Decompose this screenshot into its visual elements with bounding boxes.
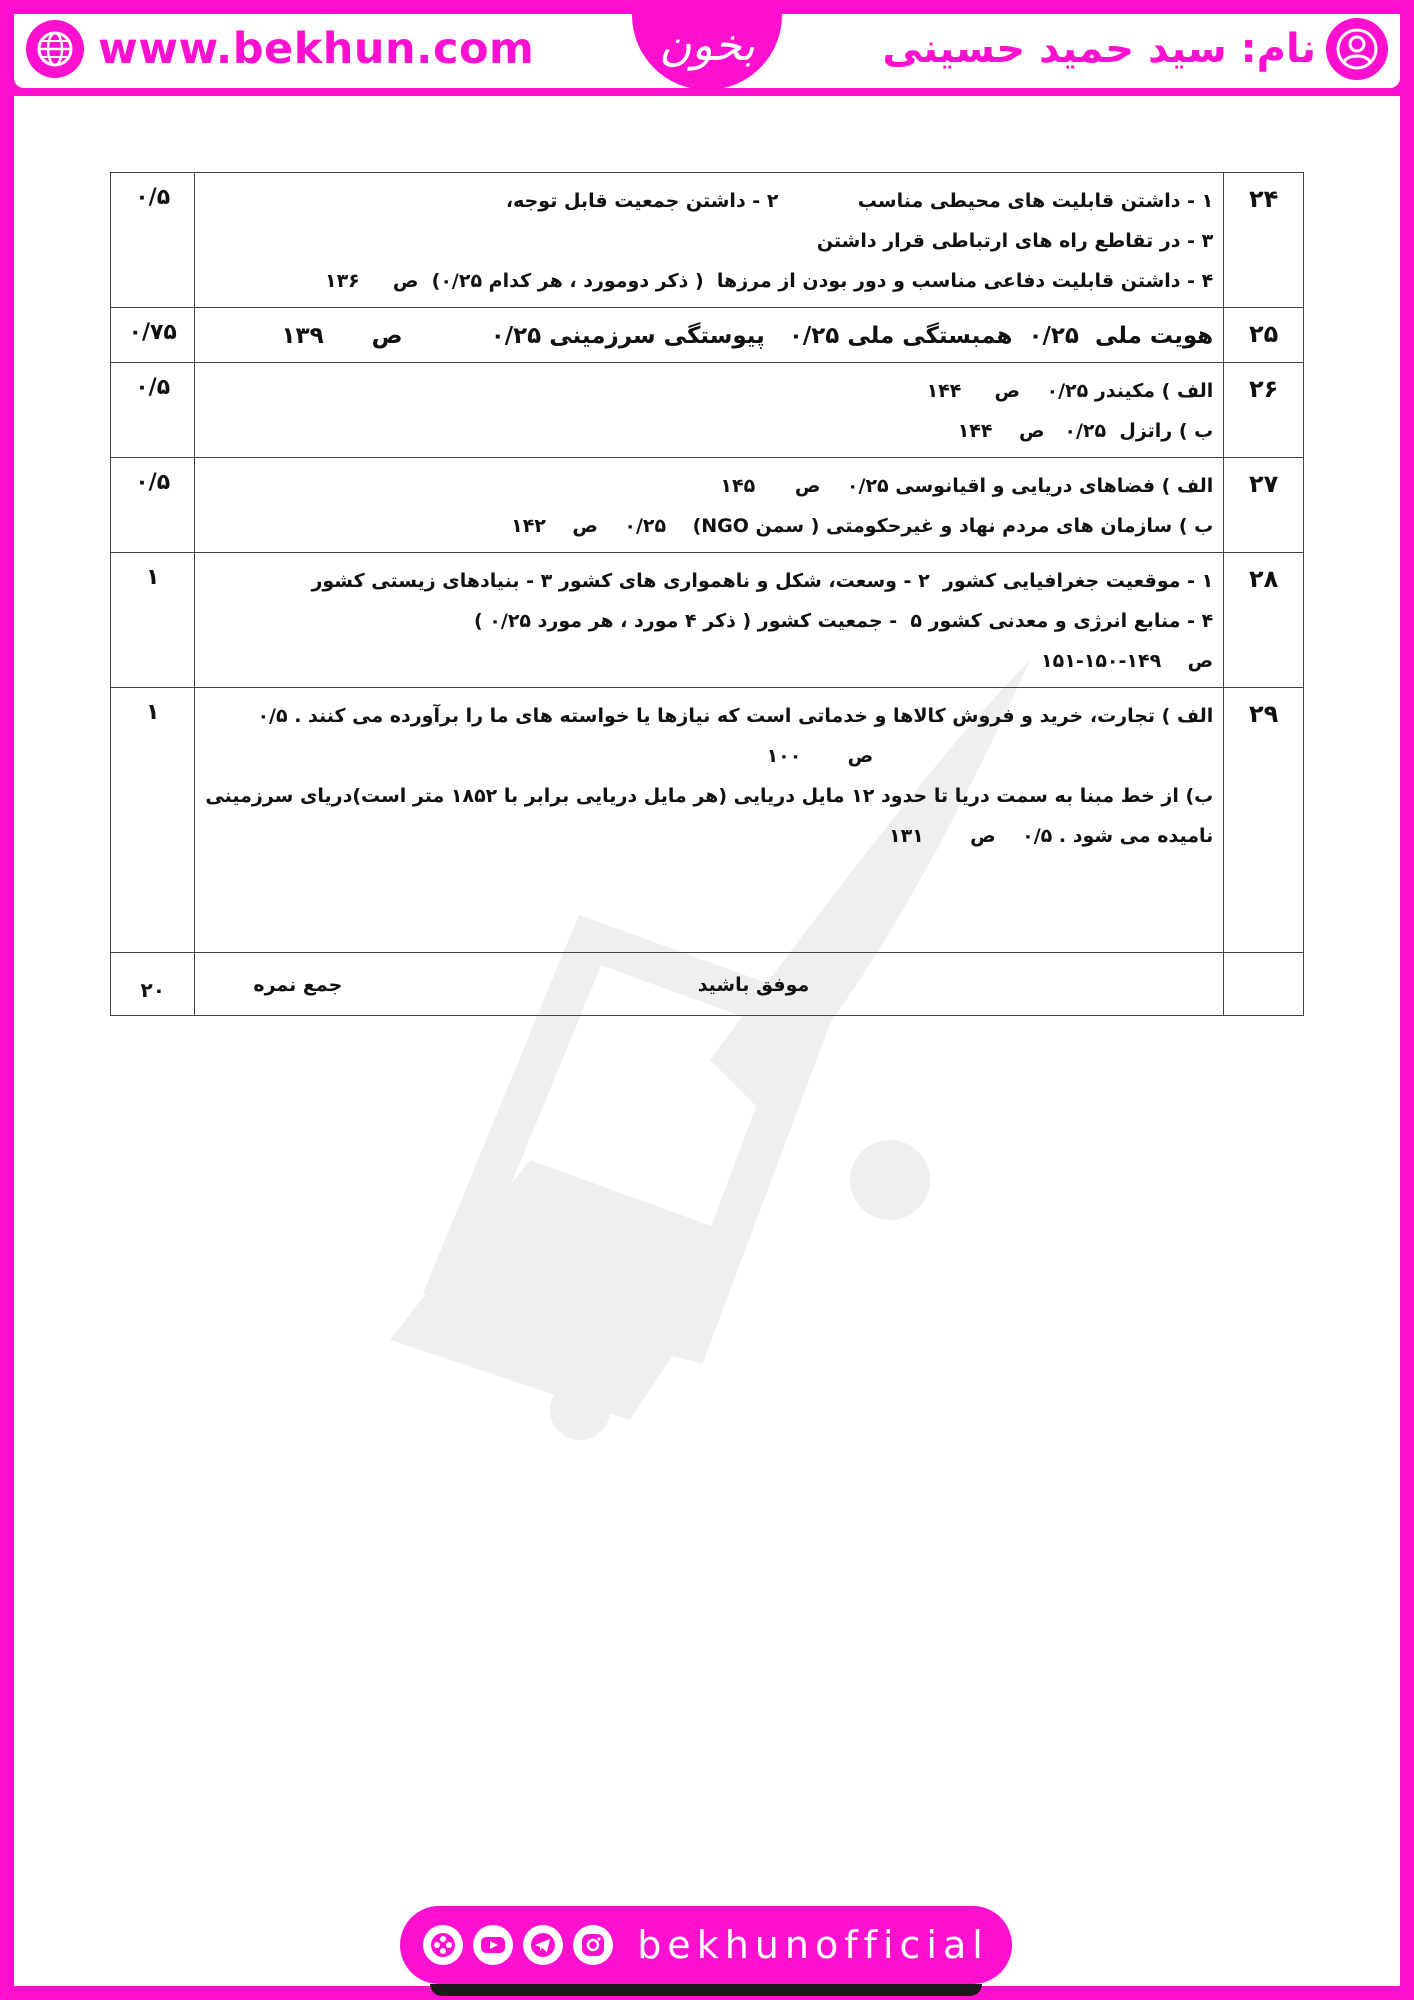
answer-line: الف ) تجارت، خرید و فروش کالاها و خدماتی است که نیازها یا خواسته های ما را برآورده می کنند . ۰/۵ xyxy=(257,705,1214,727)
answer-line: ۴ - داشتن قابلیت دفاعی مناسب و دور بودن از مرزها ( ذکر دومورد ، هر کدام ۰/۲۵) ص ۱۳۶ xyxy=(324,270,1214,292)
table-row xyxy=(111,553,1304,688)
answer-line: ۴ - منابع انرژی و معدنی کشور ۵ - جمعیت کشور ( ذکر ۴ مورد ، هر مورد ۰/۲۵ ) xyxy=(473,610,1214,632)
answer-line: ص ۱۰۰ xyxy=(766,745,874,767)
website-url[interactable]: www.bekhun.com xyxy=(98,24,535,74)
answer-line: ب) از خط مبنا به سمت دریا تا حدود ۱۲ مایل دریایی (هر مایل دریایی برابر با ۱۸۵۲ متر است)دریای سرزمینی xyxy=(205,785,1214,807)
empty-cell xyxy=(1224,953,1304,1016)
answer-line: ص ۱۴۹-۱۵۰-۱۵۱ xyxy=(1041,650,1214,672)
user-icon xyxy=(1326,18,1388,80)
summary-cell xyxy=(195,953,1224,1016)
question-number: ۲۶ xyxy=(1224,363,1304,458)
answer-line: ۱ - موقعیت جغرافیایی کشور ۲ - وسعت، شکل و ناهمواری های کشور ۳ - بنیادهای زیستی کشور xyxy=(311,570,1214,592)
instagram-icon[interactable] xyxy=(573,1925,613,1965)
answer-cell xyxy=(195,173,1224,308)
answer-cell xyxy=(195,363,1224,458)
website-block[interactable] xyxy=(26,20,534,78)
blank-space xyxy=(205,856,1213,946)
telegram-icon[interactable] xyxy=(523,1925,563,1965)
score-cell: ۰/۵ xyxy=(111,458,195,553)
summary-row xyxy=(111,953,1304,1016)
student-name-block xyxy=(882,18,1388,80)
answer-key-table xyxy=(110,172,1304,1016)
total-score: ۲۰ xyxy=(111,953,195,1016)
youtube-icon[interactable] xyxy=(473,1925,513,1965)
closing-message: موفق باشید xyxy=(697,974,810,996)
answer-cell xyxy=(195,458,1224,553)
answer-line: نامیده می شود . ۰/۵ ص ۱۳۱ xyxy=(888,825,1214,847)
footer-shadow xyxy=(430,1984,982,1996)
question-number: ۲۵ xyxy=(1224,308,1304,363)
answer-line: الف ) فضاهای دریایی و اقیانوسی ۰/۲۵ ص ۱۴۵ xyxy=(720,475,1214,497)
answer-cell xyxy=(195,688,1224,953)
answer-line: ۳ - در تقاطع راه های ارتباطی قرار داشتن xyxy=(816,230,1214,252)
answer-line: الف ) مکیندر ۰/۲۵ ص ۱۴۴ xyxy=(926,380,1214,402)
score-cell: ۱ xyxy=(111,688,195,953)
social-footer xyxy=(400,1906,1012,1984)
total-label: جمع نمره xyxy=(253,974,343,996)
question-number: ۲۸ xyxy=(1224,553,1304,688)
answer-cell xyxy=(195,553,1224,688)
globe-icon xyxy=(26,20,84,78)
score-cell: ۱ xyxy=(111,553,195,688)
film-reel-icon[interactable] xyxy=(423,1925,463,1965)
table-row xyxy=(111,173,1304,308)
score-cell: ۰/۷۵ xyxy=(111,308,195,363)
answer-line: ۱ - داشتن قابلیت های محیطی مناسب ۲ - داشتن جمعیت قابل توجه، xyxy=(505,190,1214,212)
question-number: ۲۷ xyxy=(1224,458,1304,553)
student-name: نام: سید حمید حسینی xyxy=(882,26,1316,72)
question-number: ۲۹ xyxy=(1224,688,1304,953)
table-row xyxy=(111,363,1304,458)
logo-text: بخون xyxy=(659,19,755,71)
answer-line: ب ) راتزل ۰/۲۵ ص ۱۴۴ xyxy=(957,420,1214,442)
table-row xyxy=(111,688,1304,953)
answer-cell xyxy=(195,308,1224,363)
question-number: ۲۴ xyxy=(1224,173,1304,308)
table-row xyxy=(111,308,1304,363)
table-row xyxy=(111,458,1304,553)
answer-line: هویت ملی ۰/۲۵ همبستگی ملی ۰/۲۵ پیوستگی سرزمینی ۰/۲۵ ص ۱۳۹ xyxy=(281,323,1214,349)
score-cell: ۰/۵ xyxy=(111,173,195,308)
social-handle[interactable]: bekhunofficial xyxy=(637,1923,989,1967)
answer-line: ب ) سازمان های مردم نهاد و غیرحکومتی ( سمن NGO) ۰/۲۵ ص ۱۴۲ xyxy=(511,515,1214,537)
score-cell: ۰/۵ xyxy=(111,363,195,458)
